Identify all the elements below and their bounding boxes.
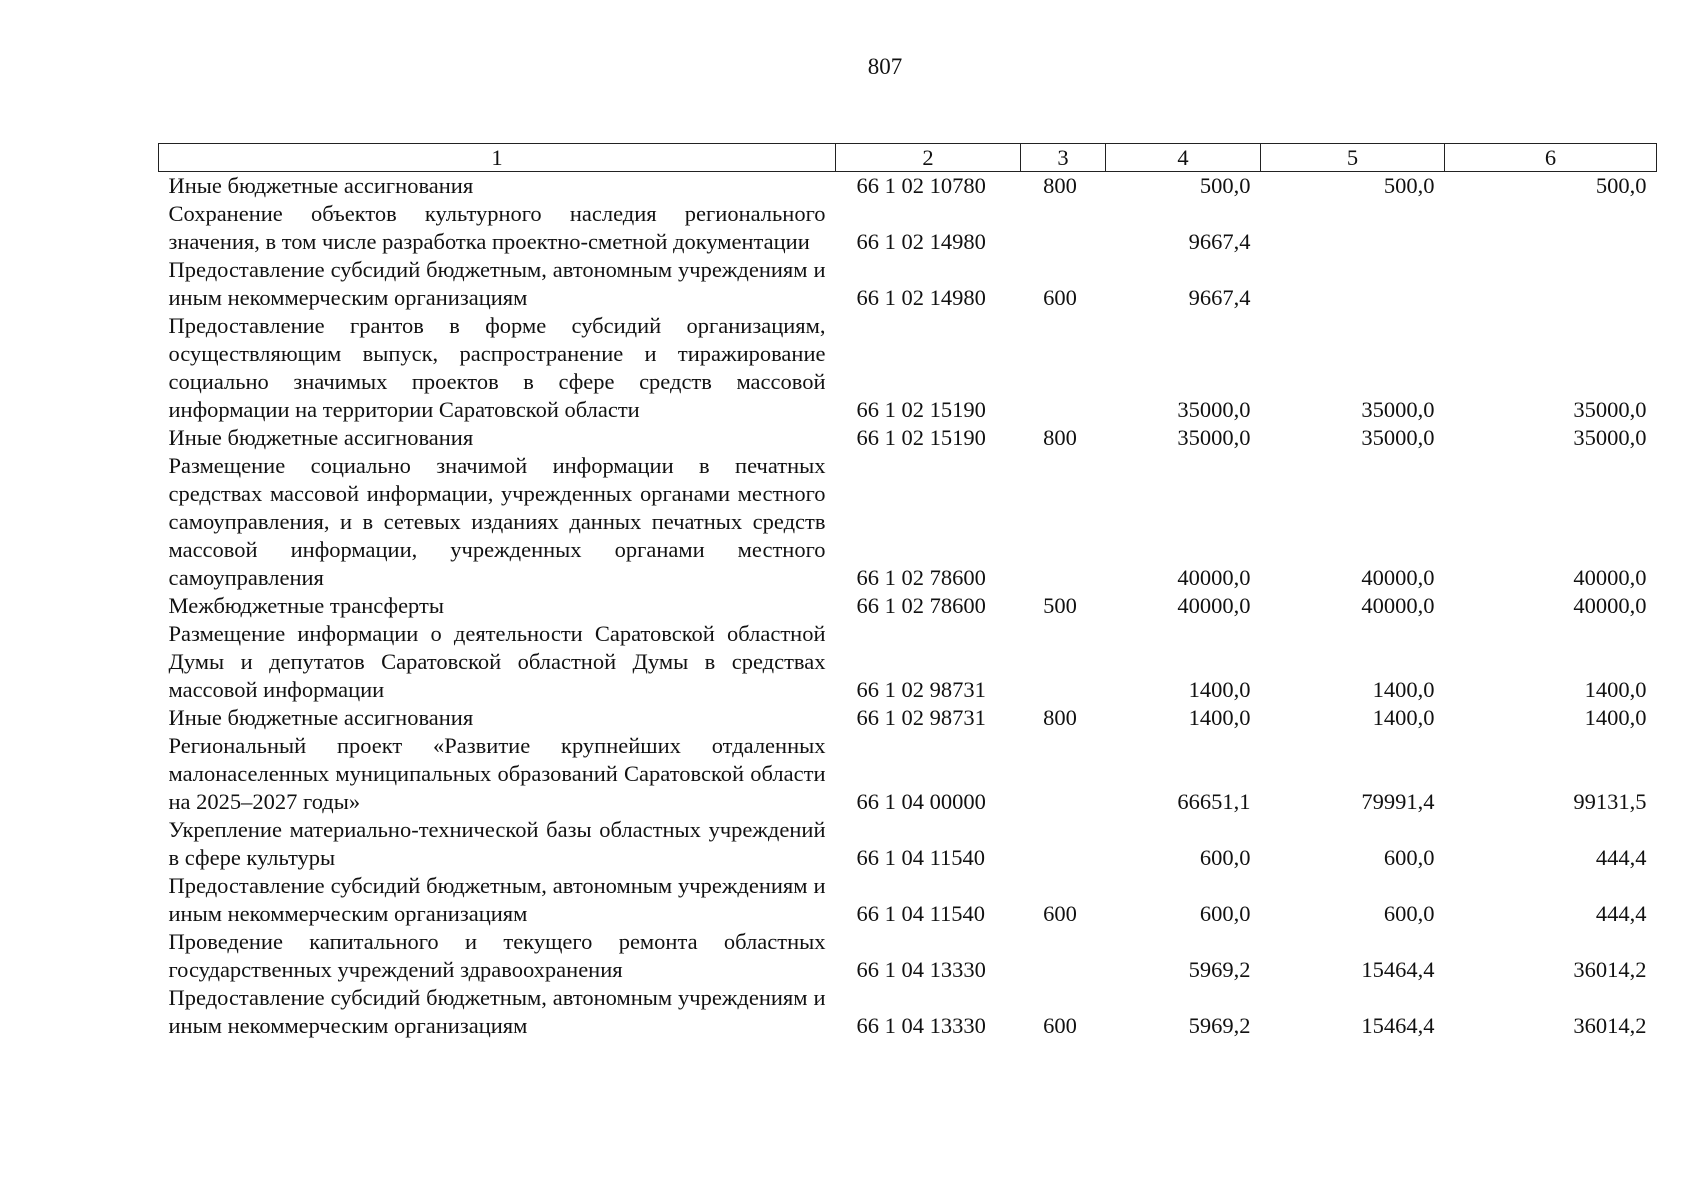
row-value-col4: 500,0 — [1199, 173, 1251, 198]
row-expense-type: 500 — [1043, 593, 1077, 618]
table-row — [159, 424, 1657, 452]
row-code: 66 1 02 14980 — [856, 229, 986, 254]
row-name: Предоставление субсидий бюджетным, автономным учреждениям и иным некоммерческим организациям — [168, 873, 826, 926]
row-code: 66 1 02 78600 — [856, 565, 986, 590]
row-code: 66 1 02 14980 — [856, 285, 986, 310]
row-name: Предоставление субсидий бюджетным, автономным учреждениям и иным некоммерческим организациям — [168, 257, 826, 310]
row-value-col5: 500,0 — [1383, 173, 1435, 198]
table-row — [159, 732, 1657, 816]
row-expense-type: 800 — [1043, 705, 1077, 730]
table-row — [159, 200, 1657, 256]
row-expense-type — [1021, 312, 1106, 424]
row-value-col5: 35000,0 — [1361, 397, 1435, 422]
page-number: 807 — [867, 54, 903, 79]
column-header-6: 6 — [1445, 144, 1657, 172]
row-name: Предоставление субсидий бюджетным, автономным учреждениям и иным некоммерческим организациям — [168, 985, 826, 1038]
row-code: 66 1 02 15190 — [856, 397, 986, 422]
column-header-5: 5 — [1261, 144, 1445, 172]
row-value-col6: 36014,2 — [1573, 957, 1647, 982]
row-code: 66 1 02 98731 — [856, 705, 986, 730]
row-expense-type: 800 — [1043, 425, 1077, 450]
column-header-1: 1 — [159, 144, 836, 172]
row-value-col6: 40000,0 — [1573, 565, 1647, 590]
row-value-col4: 600,0 — [1199, 901, 1251, 926]
table-row — [159, 620, 1657, 704]
row-value-col6: 36014,2 — [1573, 1013, 1647, 1038]
row-name: Межбюджетные трансферты — [168, 593, 444, 618]
row-value-col5: 40000,0 — [1361, 565, 1435, 590]
row-value-col4: 5969,2 — [1188, 957, 1251, 982]
row-value-col6: 99131,5 — [1573, 789, 1647, 814]
row-name: Укрепление материально-технической базы областных учреждений в сфере культуры — [168, 817, 826, 870]
row-value-col5: 79991,4 — [1361, 789, 1435, 814]
table-row — [159, 256, 1657, 312]
budget-table — [158, 143, 1657, 1040]
row-value-col6 — [1445, 200, 1657, 256]
row-value-col5 — [1261, 256, 1445, 312]
row-expense-type — [1021, 816, 1106, 872]
row-value-col4: 5969,2 — [1188, 1013, 1251, 1038]
table-row — [159, 872, 1657, 928]
row-value-col4: 35000,0 — [1177, 425, 1251, 450]
table-row — [159, 704, 1657, 732]
table-row — [159, 984, 1657, 1040]
row-name: Сохранение объектов культурного наследия регионального значения, в том числе разработка проектно-сметной документации — [168, 201, 826, 254]
table-row — [159, 452, 1657, 592]
row-value-col5: 1400,0 — [1372, 677, 1435, 702]
table-row — [159, 928, 1657, 984]
table-row — [159, 312, 1657, 424]
row-expense-type: 600 — [1043, 285, 1077, 310]
column-header-2: 2 — [836, 144, 1021, 172]
table-header-row — [159, 144, 1657, 172]
row-name: Проведение капитального и текущего ремонта областных государственных учреждений здравоохранения — [168, 929, 826, 982]
row-code: 66 1 04 13330 — [856, 1013, 986, 1038]
row-value-col4: 40000,0 — [1177, 593, 1251, 618]
row-code: 66 1 02 10780 — [856, 173, 986, 198]
row-expense-type — [1021, 200, 1106, 256]
table-body — [159, 172, 1657, 1041]
row-code: 66 1 04 11540 — [856, 845, 986, 870]
row-value-col4: 9667,4 — [1188, 229, 1251, 254]
row-expense-type — [1021, 620, 1106, 704]
row-name: Размещение информации о деятельности Саратовской областной Думы и депутатов Саратовской областной Думы в средствах массовой информации — [168, 621, 826, 702]
row-value-col6: 40000,0 — [1573, 593, 1647, 618]
row-value-col5: 600,0 — [1383, 845, 1435, 870]
row-code: 66 1 04 11540 — [856, 901, 986, 926]
row-value-col4: 1400,0 — [1188, 677, 1251, 702]
row-name: Региональный проект «Развитие крупнейших отдаленных малонаселенных муниципальных образований Саратовской области на 2025–2027 годы» — [168, 733, 826, 814]
row-value-col6: 35000,0 — [1573, 397, 1647, 422]
row-expense-type: 600 — [1043, 901, 1077, 926]
row-code: 66 1 02 78600 — [856, 593, 986, 618]
budget-table-container — [158, 143, 1656, 1040]
row-value-col6: 1400,0 — [1584, 677, 1647, 702]
row-value-col6 — [1445, 256, 1657, 312]
row-code: 66 1 04 13330 — [856, 957, 986, 982]
row-name: Иные бюджетные ассигнования — [168, 425, 474, 450]
row-code: 66 1 02 98731 — [856, 677, 986, 702]
row-code: 66 1 04 00000 — [856, 789, 986, 814]
row-name: Иные бюджетные ассигнования — [168, 705, 474, 730]
row-name: Иные бюджетные ассигнования — [168, 173, 474, 198]
row-value-col4: 66651,1 — [1177, 789, 1251, 814]
row-value-col5: 1400,0 — [1372, 705, 1435, 730]
row-value-col6: 1400,0 — [1584, 705, 1647, 730]
column-header-3: 3 — [1021, 144, 1106, 172]
row-value-col5: 15464,4 — [1361, 1013, 1435, 1038]
row-value-col5: 15464,4 — [1361, 957, 1435, 982]
table-row — [159, 172, 1657, 201]
row-expense-type — [1021, 928, 1106, 984]
row-value-col4: 9667,4 — [1188, 285, 1251, 310]
column-header-4: 4 — [1106, 144, 1261, 172]
row-name: Предоставление грантов в форме субсидий организациям, осуществляющим выпуск, распространение и тиражирование социально значимых проектов в сфере средств массовой информации на территории Саратовской области — [168, 313, 826, 422]
row-value-col6: 444,4 — [1595, 845, 1647, 870]
table-row — [159, 816, 1657, 872]
row-value-col4: 600,0 — [1199, 845, 1251, 870]
row-value-col6: 444,4 — [1595, 901, 1647, 926]
row-value-col4: 40000,0 — [1177, 565, 1251, 590]
row-expense-type — [1021, 732, 1106, 816]
row-name: Размещение социально значимой информации в печатных средствах массовой информации, учрежденных органами местного самоуправления, и в сетевых изданиях данных печатных средств массовой информации, учрежденных органами местного самоуправления — [168, 453, 826, 590]
row-value-col5: 35000,0 — [1361, 425, 1435, 450]
row-value-col4: 1400,0 — [1188, 705, 1251, 730]
row-expense-type — [1021, 452, 1106, 592]
row-value-col5: 600,0 — [1383, 901, 1435, 926]
row-expense-type: 600 — [1043, 1013, 1077, 1038]
row-expense-type: 800 — [1043, 173, 1077, 198]
row-value-col6: 35000,0 — [1573, 425, 1647, 450]
row-value-col5: 40000,0 — [1361, 593, 1435, 618]
table-row — [159, 592, 1657, 620]
row-value-col4: 35000,0 — [1177, 397, 1251, 422]
row-value-col5 — [1261, 200, 1445, 256]
row-value-col6: 500,0 — [1595, 173, 1647, 198]
row-code: 66 1 02 15190 — [856, 425, 986, 450]
